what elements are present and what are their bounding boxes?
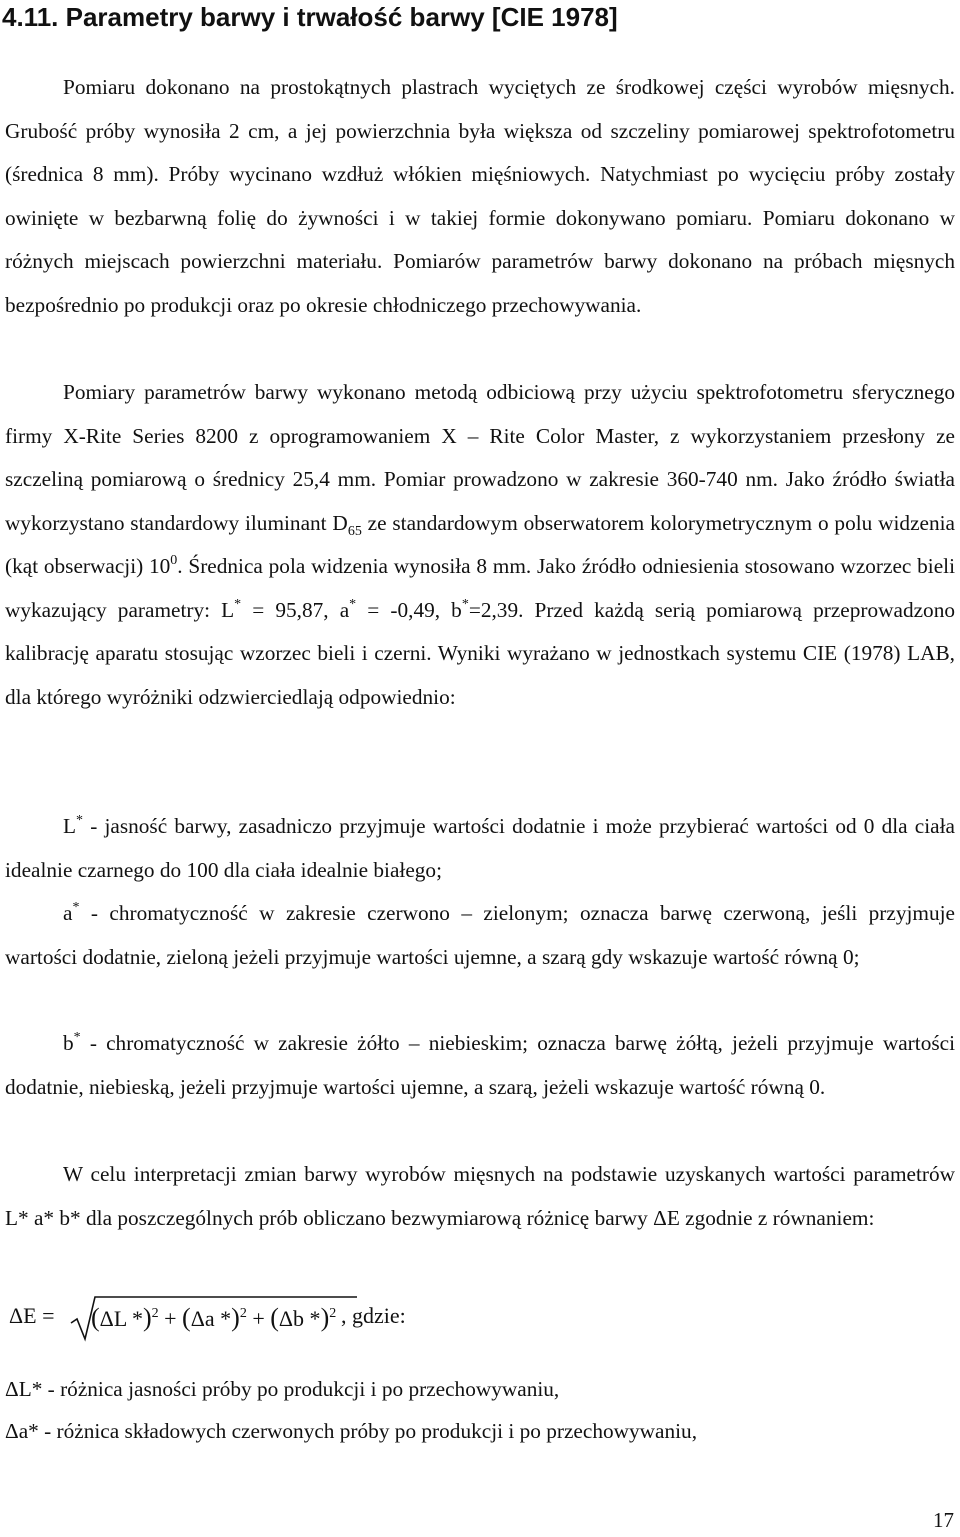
equation-tail: , gdzie: xyxy=(341,1303,406,1328)
definition-b: b* - chromatyczność w zakresie żółto – niebieskim; oznacza barwę żółtą, jeżeli przyjmuje wartości dodatnie, niebieską, jeżeli przyjmuje wartości ujemne, a szarą, jeżeli wskazuje wartość równą 0. xyxy=(5,1030,955,1099)
delta-e-equation xyxy=(5,1293,605,1343)
equation-lhs: ΔE = xyxy=(9,1303,55,1328)
definition-L: L* - jasność barwy, zasadniczo przyjmuje wartości dodatnie i może przybierać wartości od 0 dla ciała idealnie czarnego do 100 dla ciała idealnie białego; xyxy=(5,813,955,882)
page-number: 17 xyxy=(933,1508,954,1532)
paragraph-delta-e-intro: W celu interpretacji zmian barwy wyrobów mięsnych na podstawie uzyskanych wartości parametrów L* a* b* dla poszczególnych prób obliczano bezwymiarową różnicę barwy ΔE zgodnie z równaniem: xyxy=(5,1162,955,1230)
paragraph-measurement: Pomiary parametrów barwy wykonano metodą odbiciową przy użyciu spektrofotometru sferycznego firmy X-Rite Series 8200 z oprogramowaniem X – Rite Color Master, z wykorzystaniem przesłony ze szczeliną pomiarową o średnicy 25,4 mm. Pomiar prowadzono w zakresie 360-740 nm. Jako źródło światła wykorzystano standardowy iluminant $D_{65}$ ze standardowym obserwatorem kolorymetrycznym o polu widzenia (kąt obserwacji) $10^0$. Średnica pola widzenia wynosiła 8 mm. Jako źródło odniesienia stosowano wzorzec bieli wykazujący parametry: L* = 95,87, a* = -0,49, b*=2,39. Przed każdą serią pomiarową przeprowadzono kalibrację aparatu stosując wzorzec bieli i czerni. Wyniki wyrażano w jednostkach systemu CIE (1978) LAB, dla którego wyróżniki odzwierciedlają odpowiednio: xyxy=(5,380,955,709)
radicand: (ΔL *)$^2$ + (Δa *)$^2$ + (Δb *)$^2$ xyxy=(91,1303,337,1332)
paragraph-sampling: Pomiaru dokonano na prostokątnych plastrach wyciętych ze środkowej części wyrobów mięsnych. Grubość próby wynosiła 2 cm, a jej powierzchnia była większa od szczeliny pomiarowej spektrofotometru (średnica 8 mm). Próby wycinano wzdłuż włókien mięśniowych. Natychmiast po wycięciu próby zostały owinięte w bezbarwną folię do żywności i w takiej formie dokonywano pomiaru. Pomiaru dokonano w różnych miejscach powierzchni materiału. Pomiarów parametrów barwy dokonano na próbach mięsnych bezpośrednio po produkcji oraz po okresie chłodniczego przechowywania. xyxy=(5,75,955,317)
definition-a: a* - chromatyczność w zakresie czerwono – zielonym; oznacza barwę czerwoną, jeśli przyjmuje wartości dodatnie, zieloną jeżeli przyjmuje wartości ujemne, a szarą gdy wskazuje wartość równą 0; xyxy=(5,900,955,969)
section-heading: 4.11. Parametry barwy i trwałość barwy [CIE 1978] xyxy=(2,2,618,32)
definition-delta-L: ΔL* - różnica jasności próby po produkcji i po przechowywaniu, xyxy=(5,1377,560,1401)
definition-delta-a: Δa* - różnica składowych czerwonych próby po produkcji i po przechowywaniu, xyxy=(5,1419,698,1443)
